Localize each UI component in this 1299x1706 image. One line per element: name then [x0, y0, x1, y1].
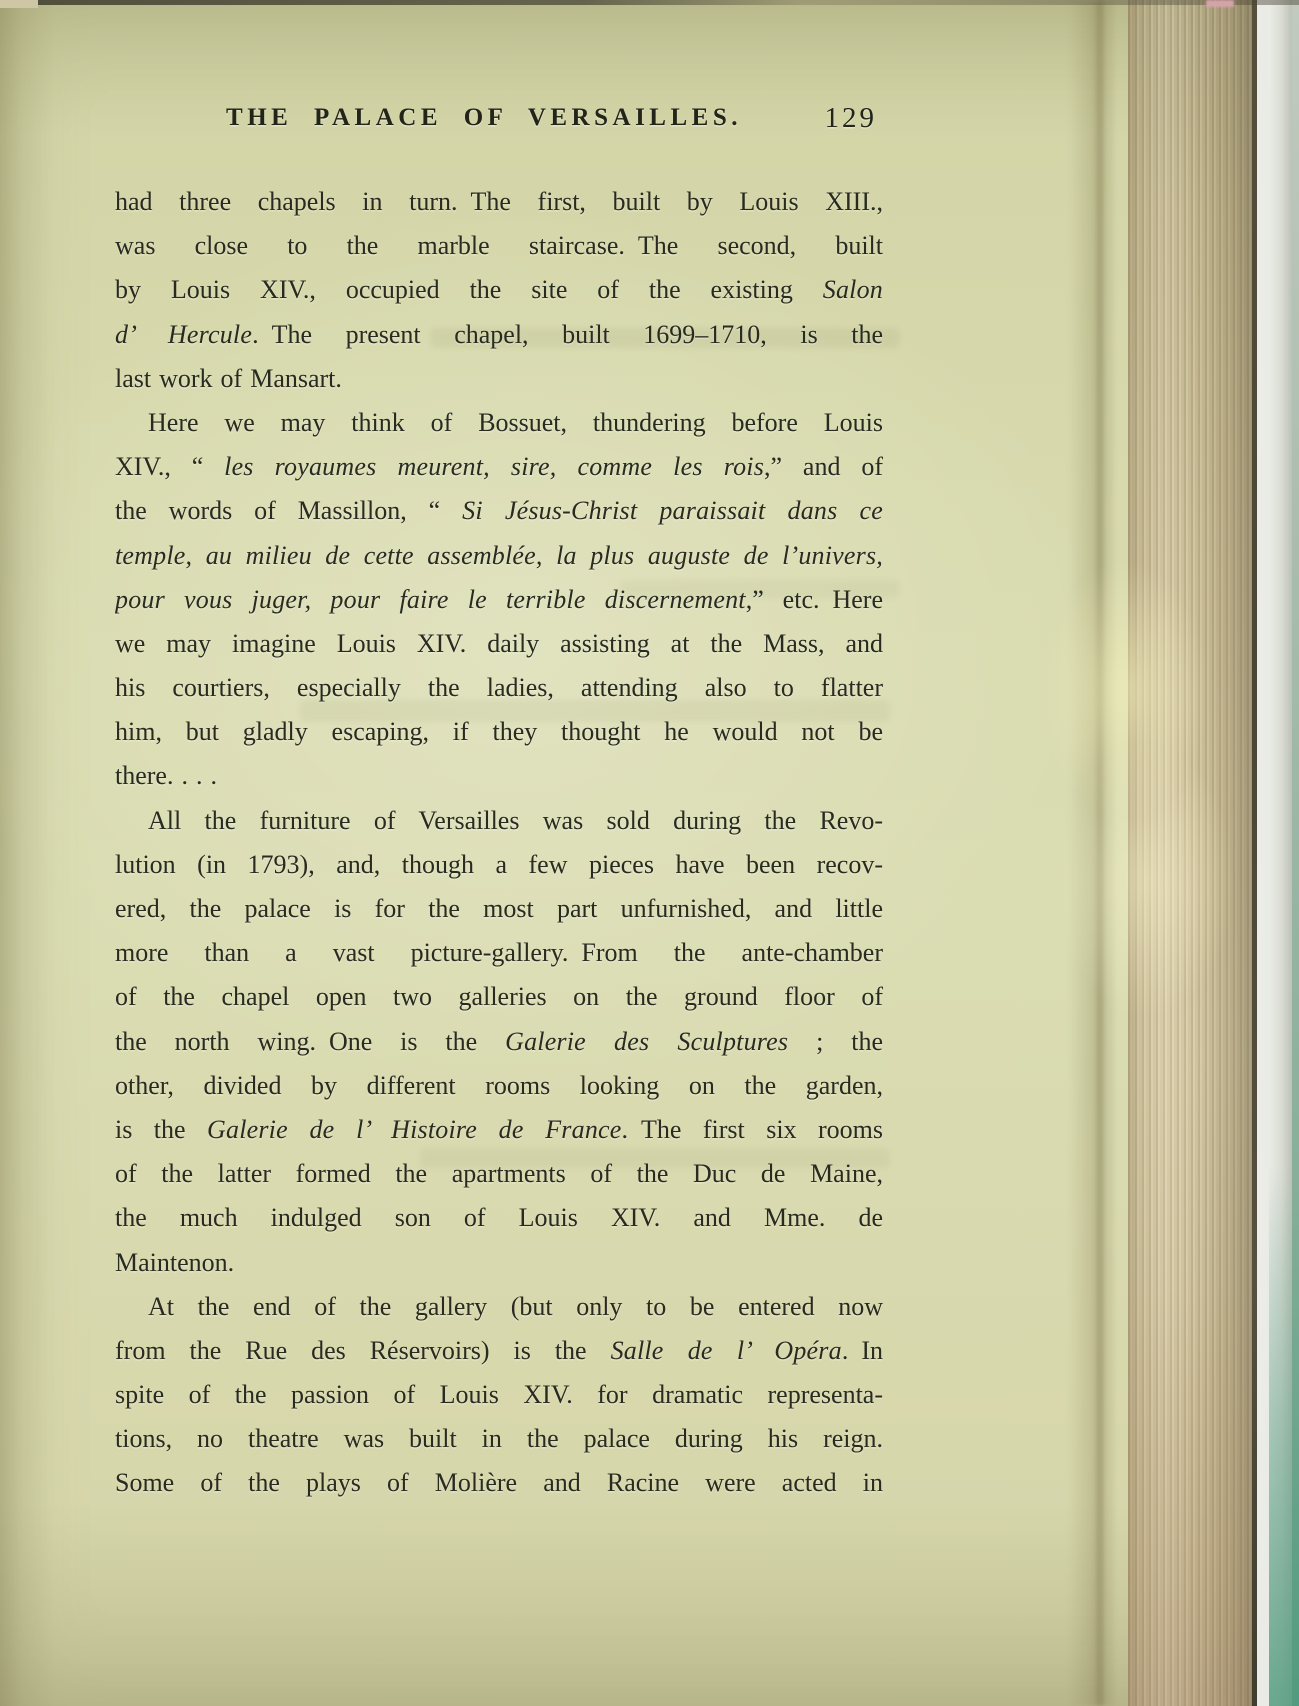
- text-line: spite of the passion of Louis XIV. for dramatic representa-: [115, 1380, 883, 1410]
- text-line: there. . . .: [115, 761, 217, 791]
- text-line: of the latter formed the apartments of the Duc de Maine,: [115, 1159, 883, 1189]
- text-line: Here we may think of Bossuet, thundering before Louis: [148, 407, 883, 437]
- cover-teal-corner: [1269, 1166, 1299, 1706]
- text-line: d’ Hercule. The present chapel, built 1699–1710, is the: [115, 319, 883, 349]
- text-line: from the Rue des Réservoirs) is the Salle de l’ Opéra. In: [115, 1335, 883, 1365]
- text-line: him, but gladly escaping, if they thought he would not be: [115, 717, 883, 747]
- page-number: 129: [824, 102, 877, 134]
- text-line: the north wing. One is the Galerie des Sculptures ; the: [115, 1026, 883, 1056]
- text-line: is the Galerie de l’ Histoire de France. The first six rooms: [115, 1114, 883, 1144]
- photo-top-edge: [0, 0, 1299, 5]
- fore-edge-highlight: [1055, 740, 1235, 1020]
- running-head: [115, 104, 883, 146]
- text-line: the words of Massillon, “ Si Jésus-Christ paraissait dans ce: [115, 496, 883, 526]
- text-line: At the end of the gallery (but only to be entered now: [148, 1291, 883, 1321]
- text-line: pour vous juger, pour faire le terrible discernement,” etc. Here: [115, 584, 883, 614]
- text-line: All the furniture of Versailles was sold during the Revo-: [148, 805, 883, 835]
- text-line: tions, no theatre was built in the palace during his reign.: [115, 1424, 883, 1454]
- text-line: Some of the plays of Molière and Racine were acted in: [115, 1468, 883, 1498]
- text-line: other, divided by different rooms looking on the garden,: [115, 1070, 883, 1100]
- text-line: was close to the marble staircase. The second, built: [115, 231, 883, 261]
- fore-edge-shade: [1128, 1286, 1256, 1706]
- text-line: the much indulged son of Louis XIV. and Mme. de: [115, 1203, 883, 1233]
- text-line: last work of Mansart.: [115, 363, 342, 393]
- page-title: THE PALACE OF VERSAILLES.: [226, 104, 742, 131]
- text-line: XIV., “ les royaumes meurent, sire, comme les rois,” and of: [115, 452, 883, 482]
- text-line: more than a vast picture-gallery. From the ante-chamber: [115, 938, 883, 968]
- text-line: by Louis XIV., occupied the site of the existing Salon: [115, 275, 883, 305]
- text-line: we may imagine Louis XIV. daily assisting at the Mass, and: [115, 628, 883, 658]
- text-block: [115, 180, 883, 1506]
- text-line: Maintenon.: [115, 1247, 235, 1277]
- text-line: had three chapels in turn. The first, built by Louis XIII.,: [115, 187, 883, 216]
- text-line: his courtiers, especially the ladies, attending also to flatter: [115, 673, 883, 703]
- text-line: temple, au milieu de cette assemblée, la plus auguste de l’univers,: [115, 540, 883, 570]
- photo-corner: [0, 0, 38, 8]
- text-line: of the chapel open two galleries on the ground floor of: [115, 982, 883, 1012]
- text-line: ered, the palace is for the most part unfurnished, and little: [115, 894, 883, 923]
- photo-artifact: [1206, 0, 1234, 7]
- text-line: lution (in 1793), and, though a few pieces have been recov-: [115, 849, 883, 879]
